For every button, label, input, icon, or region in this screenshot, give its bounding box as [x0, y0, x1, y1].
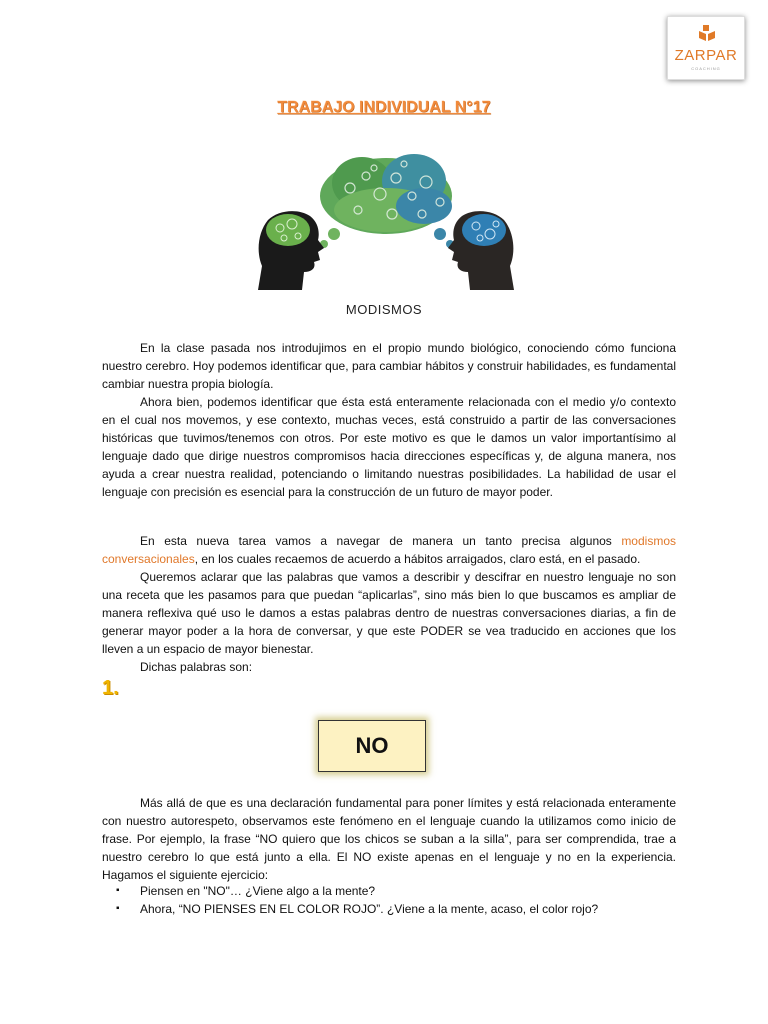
paragraph-1: En la clase pasada nos introdujimos en el propio mundo biológico, conociendo cómo funciona nuestro cerebro. Hoy podemos identificar que, para cambiar hábitos y construir habilidades, es fundamental cambiar nuestra propia biología.: [102, 341, 676, 391]
logo-mark-icon: [698, 25, 716, 41]
paragraph-3-end: , en los cuales recaemos de acuerdo a hábitos arraigados, claro está, en el pasado.: [194, 552, 641, 566]
highlight-modismos: modismos conversacionales: [102, 534, 676, 566]
word-box: [318, 720, 426, 772]
paragraph-2: Ahora bien, podemos identificar que ésta está enteramente relacionada con el medio y/o contexto en el cual nos movemos, y ese contexto, muchas veces, está construido a partir de las conversaciones históricas que tuvimos/tenemos con otros. Por este motivo es que le damos un valor importantísimo al lenguaje dado que dirige nuestros compromisos hacia direcciones específicas y, de alguna manera, nos ayuda a crear nuestra realidad, potenciando o limitando nuestras posibilidades. La habilidad de usar el lenguaje con precisión es esencial para la construcción de un futuro de mayor poder.: [102, 395, 676, 499]
list-item: ▪ Piensen en "NO"… ¿Viene algo a la mente?: [102, 882, 598, 900]
list-item: ▪ Ahora, “NO PIENSES EN EL COLOR ROJO”. ¿Viene a la mente, acaso, el color rojo?: [102, 900, 598, 918]
page-title: TRABAJO INDIVIDUAL N°17: [277, 99, 491, 116]
task-text: [102, 532, 676, 676]
logo-brand: ZARPAR: [674, 47, 738, 64]
paragraph-4: Queremos aclarar que las palabras que vamos a describir y descifrar en nuestro lenguaje no son una receta que les pasamos para que puedan “aplicarlas”, sino más bien lo que buscamos es ampliar de manera reflexiva qué uso le damos a estas palabras dentro de nuestras conversaciones diarias, a fin de generar mayor poder a la hora de conversar, y que este PODER se vea traducido en acciones que los lleven a un espacio de mayor bienestar.: [102, 570, 676, 656]
zarpar-logo: [667, 16, 745, 80]
section-subtitle: MODISMOS: [345, 302, 423, 317]
intro-text: [102, 339, 676, 501]
no-explanation-text: [102, 794, 676, 884]
paragraph-3-start: En esta nueva tarea vamos a navegar de manera un tanto precisa algunos: [140, 534, 622, 548]
item-number: 1.: [102, 677, 119, 699]
paragraph-6: Más allá de que es una declaración fundamental para poner límites y está relacionada enteramente con nuestro autorespeto, observamos este fenómeno en el lenguaje cuando la utilizamos como inicio de frase. Por ejemplo, la frase “NO quiero que los chicos se suban a la silla”, para ser comprendida, trae a nuestro cerebro lo que está junto a ella. El NO existe apenas en el lenguaje y no en la experiencia. Hagamos el siguiente ejercicio:: [102, 796, 676, 882]
paragraph-3: [102, 532, 676, 568]
exercise-list: [102, 882, 598, 918]
logo-tagline: COACHING: [691, 66, 721, 71]
conversation-brains-image: [254, 148, 518, 290]
word-box-label: NO: [355, 733, 389, 758]
paragraph-5: Dichas palabras son:: [140, 660, 253, 674]
